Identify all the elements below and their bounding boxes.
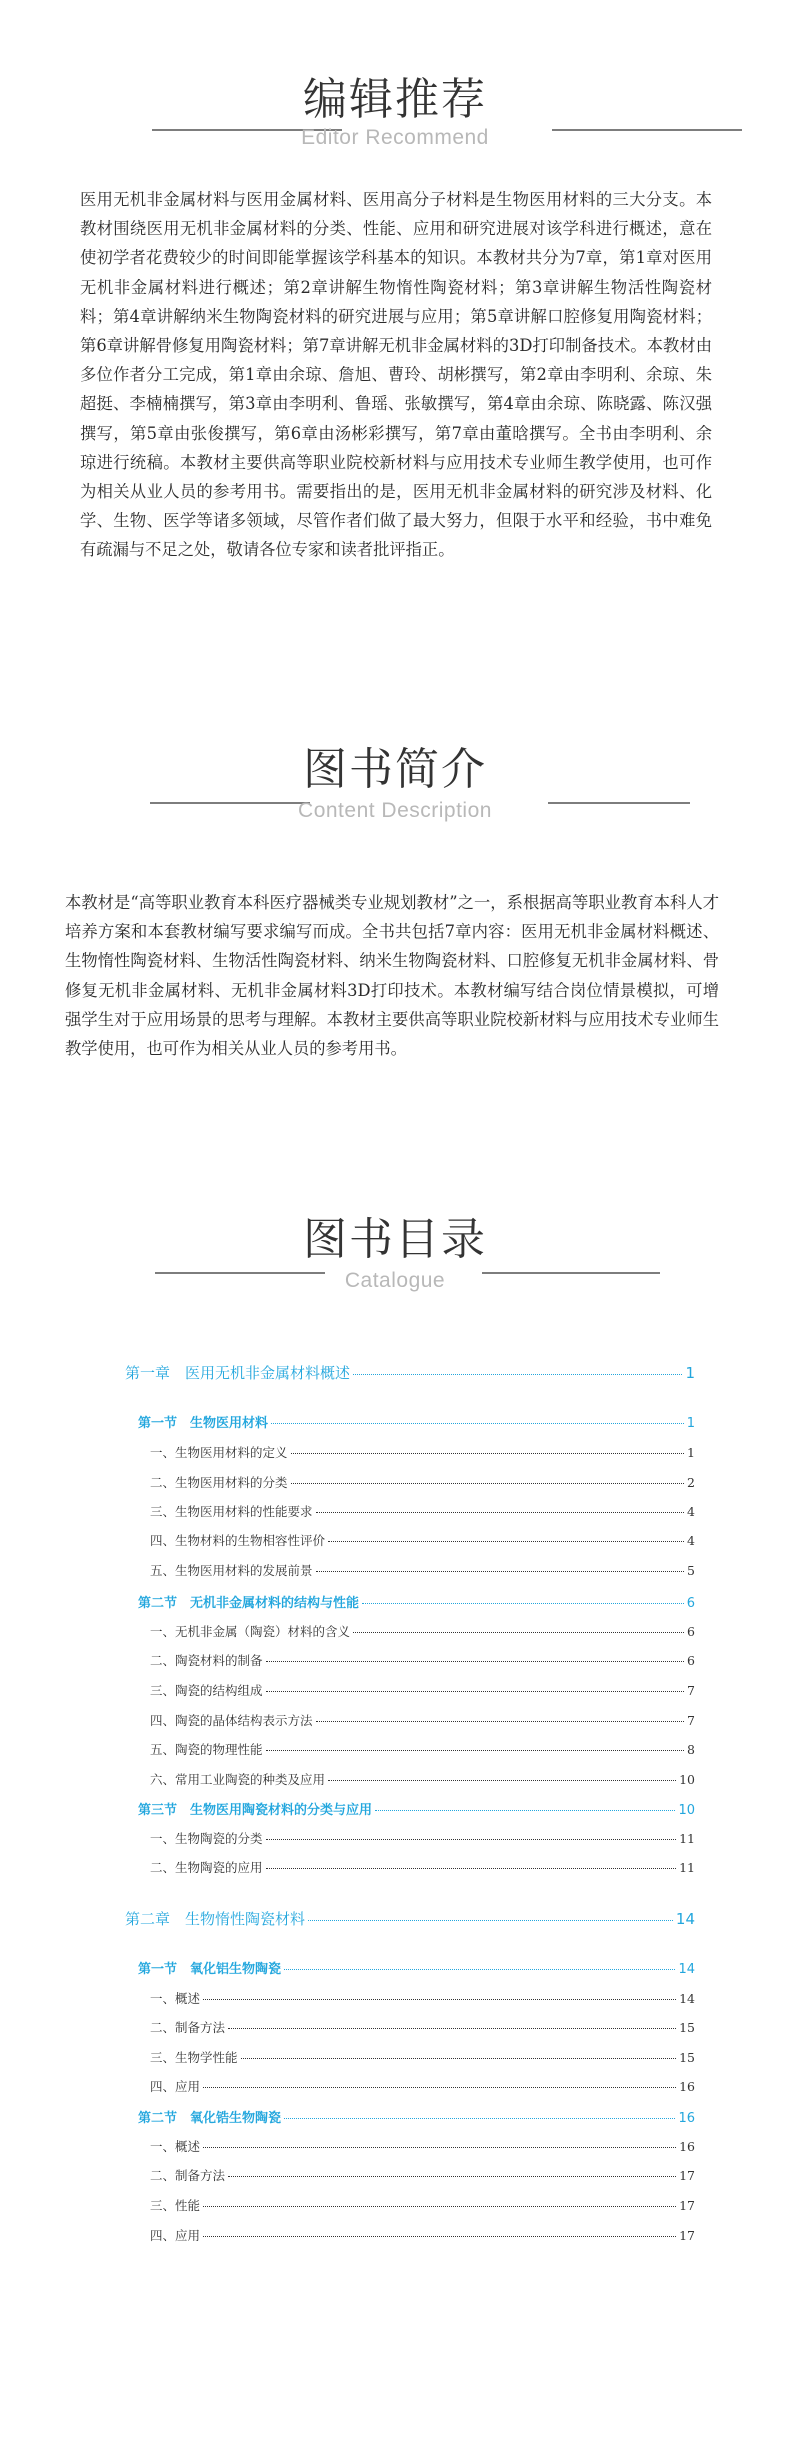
toc-page-number: 4 bbox=[687, 1504, 695, 1519]
toc-page-number: 10 bbox=[678, 1803, 695, 1818]
toc-chapter-row bbox=[125, 1362, 695, 1383]
content-description-text: 本教材是“高等职业教育本科医疗器械类专业规划教材”之一，系根据高等职业教育本科人才培养方案和本套教材编写要求编写而成。全书共包括7章内容：医用无机非金属材料概述、生物惰性陶瓷材料、生物活性陶瓷材料、纳米生物陶瓷材料、口腔修复无机非金属材料、骨修复无机非金属材料、无机非金属材料3D打印技术。本教材编写结合岗位情景模拟，可增强学生对于应用场景的思考与理解。本教材主要供高等职业院校新材料与应用技术专业师生教学使用，也可作为相关从业人员的参考用书。 bbox=[65, 893, 719, 1059]
toc-item-row bbox=[150, 1858, 695, 1876]
editor-recommend-text: 医用无机非金属材料与医用金属材料、医用高分子材料是生物医用材料的三大分支。本教材围绕医用无机非金属材料的分类、性能、应用和研究进展对该学科进行概述，意在使初学者花费较少的时间即能掌握该学科基本的知识。本教材共分为7章，第1章对医用无机非金属材料进行概述；第2章讲解生物惰性陶瓷材料；第3章讲解生物活性陶瓷材料；第4章讲解纳米生物陶瓷材料的研究进展与应用；第5章讲解口腔修复用陶瓷材料；第6章讲解骨修复用陶瓷材料；第7章讲解无机非金属材料的3D打印制备技术。本教材由多位作者分工完成，第1章由余琼、詹旭、曹玲、胡彬撰写，第2章由李明利、余琼、朱超挺、李楠楠撰写，第3章由李明利、鲁瑶、张敏撰写，第4章由余琼、陈晓露、陈汉强撰写，第5章由张俊撰写，第6章由汤彬彩撰写，第7章由董晗撰写。全书由李明利、余琼进行统稿。本教材主要供高等职业院校新材料与应用技术专业师生教学使用，也可作为相关从业人员的参考用书。需要指出的是，医用无机非金属材料的研究涉及材料、化学、生物、医学等诸多领域，尽管作者们做了最大努力，但限于水平和经验，书中难免有疏漏与不足之处，敬请各位专家和读者批评指正。 bbox=[80, 190, 712, 560]
toc-item-row bbox=[150, 1829, 695, 1847]
toc-entry-title: 第二节 氧化锆生物陶瓷 bbox=[138, 2111, 282, 2126]
toc-section-row bbox=[138, 1958, 695, 1977]
toc-item-row bbox=[150, 2077, 695, 2095]
toc-dot-leader bbox=[375, 1810, 675, 1811]
toc-item-row bbox=[150, 1622, 695, 1640]
toc-dot-leader bbox=[316, 1721, 685, 1722]
toc-dot-leader bbox=[271, 1423, 684, 1424]
toc-dot-leader bbox=[266, 1839, 677, 1840]
toc-page-number: 6 bbox=[686, 1596, 695, 1611]
toc-dot-leader bbox=[316, 1571, 685, 1572]
section-subtitle: Catalogue bbox=[344, 1269, 446, 1292]
section-title: 图书简介 bbox=[303, 744, 487, 795]
toc-entry-title: 二、生物陶瓷的应用 bbox=[150, 1860, 263, 1875]
toc-dot-leader bbox=[328, 1541, 684, 1542]
toc-entry-title: 五、陶瓷的物理性能 bbox=[150, 1742, 263, 1757]
toc-item-row bbox=[150, 1989, 695, 2007]
toc-dot-leader bbox=[228, 2028, 676, 2029]
toc-page-number: 10 bbox=[679, 1772, 695, 1787]
toc-chapter-row bbox=[125, 1908, 695, 1929]
toc-page-number: 17 bbox=[679, 2198, 695, 2213]
toc-page-number: 4 bbox=[687, 1533, 695, 1548]
toc-section-row bbox=[138, 1799, 695, 1818]
toc-page-number: 11 bbox=[679, 1831, 695, 1846]
toc-entry-title: 三、生物学性能 bbox=[150, 2050, 238, 2065]
toc-entry-title: 四、生物材料的生物相容性评价 bbox=[150, 1533, 326, 1548]
toc-entry-title: 第一节 生物医用材料 bbox=[138, 1416, 269, 1431]
toc-page-number: 7 bbox=[687, 1713, 695, 1728]
toc-dot-leader bbox=[316, 1512, 685, 1513]
toc-entry-title: 一、生物医用材料的定义 bbox=[150, 1445, 288, 1460]
toc-item-row bbox=[150, 2137, 695, 2155]
toc-page-number: 17 bbox=[679, 2168, 695, 2183]
toc-page-number: 8 bbox=[687, 1742, 695, 1757]
toc-entry-title: 四、应用 bbox=[150, 2228, 201, 2243]
toc-entry-title: 第二章 生物惰性陶瓷材料 bbox=[125, 1910, 306, 1928]
toc-item-row bbox=[150, 1740, 695, 1758]
section-title: 编辑推荐 bbox=[303, 74, 487, 125]
toc-section-row bbox=[138, 1412, 695, 1431]
toc-item-row bbox=[150, 1561, 695, 1579]
toc-dot-leader bbox=[266, 1661, 685, 1662]
toc-entry-title: 四、陶瓷的晶体结构表示方法 bbox=[150, 1713, 313, 1728]
toc-entry-title: 一、生物陶瓷的分类 bbox=[150, 1831, 263, 1846]
toc-section-row bbox=[138, 2107, 695, 2126]
toc-dot-leader bbox=[266, 1691, 685, 1692]
toc-dot-leader bbox=[266, 1868, 677, 1869]
toc-item-row bbox=[150, 1473, 695, 1491]
toc-dot-leader bbox=[228, 2176, 676, 2177]
toc-entry-title: 二、生物医用材料的分类 bbox=[150, 1475, 288, 1490]
toc-dot-leader bbox=[203, 1999, 676, 2000]
toc-item-row bbox=[150, 1651, 695, 1669]
toc-entry-title: 第二节 无机非金属材料的结构与性能 bbox=[138, 1596, 360, 1611]
toc-item-row bbox=[150, 2166, 695, 2184]
toc-page-number: 16 bbox=[679, 2139, 695, 2154]
toc-dot-leader bbox=[284, 1969, 675, 1970]
toc-page-number: 17 bbox=[679, 2228, 695, 2243]
toc-entry-title: 二、制备方法 bbox=[150, 2020, 226, 2035]
toc-page-number: 16 bbox=[678, 2111, 695, 2126]
toc-page-number: 1 bbox=[685, 1364, 695, 1382]
toc-page-number: 2 bbox=[687, 1475, 695, 1490]
toc-dot-leader bbox=[203, 2236, 676, 2237]
toc-dot-leader bbox=[353, 1374, 682, 1375]
toc-entry-title: 五、生物医用材料的发展前景 bbox=[150, 1563, 313, 1578]
section-title: 图书目录 bbox=[303, 1214, 487, 1265]
toc-dot-leader bbox=[284, 2118, 675, 2119]
toc-page-number: 1 bbox=[687, 1445, 695, 1460]
toc-page-number: 15 bbox=[679, 2020, 695, 2035]
toc-page-number: 14 bbox=[675, 1910, 695, 1928]
toc-dot-leader bbox=[203, 2206, 676, 2207]
toc-page-number: 16 bbox=[679, 2079, 695, 2094]
toc-item-row bbox=[150, 1502, 695, 1520]
toc-dot-leader bbox=[291, 1453, 685, 1454]
toc-item-row bbox=[150, 2196, 695, 2214]
toc-page-number: 6 bbox=[687, 1624, 695, 1639]
toc-page-number: 15 bbox=[679, 2050, 695, 2065]
toc-page-number: 1 bbox=[686, 1416, 695, 1431]
toc-item-row bbox=[150, 1681, 695, 1699]
toc-entry-title: 三、性能 bbox=[150, 2198, 201, 2213]
toc-entry-title: 一、概述 bbox=[150, 1991, 201, 2006]
toc-item-row bbox=[150, 1443, 695, 1461]
toc-dot-leader bbox=[203, 2147, 676, 2148]
toc-item-row bbox=[150, 2018, 695, 2036]
toc-dot-leader bbox=[266, 1750, 685, 1751]
section-subtitle: Editor Recommend bbox=[301, 126, 489, 149]
toc-entry-title: 第一章 医用无机非金属材料概述 bbox=[125, 1364, 351, 1382]
toc-entry-title: 第三节 生物医用陶瓷材料的分类与应用 bbox=[138, 1803, 373, 1818]
toc-dot-leader bbox=[203, 2087, 676, 2088]
toc-dot-leader bbox=[362, 1603, 684, 1604]
toc-item-row bbox=[150, 1531, 695, 1549]
toc-dot-leader bbox=[308, 1920, 673, 1921]
toc-page-number: 14 bbox=[678, 1962, 695, 1977]
toc-item-row bbox=[150, 1770, 695, 1788]
toc-entry-title: 第一节 氧化铝生物陶瓷 bbox=[138, 1962, 282, 1977]
toc-entry-title: 六、常用工业陶瓷的种类及应用 bbox=[150, 1772, 326, 1787]
toc-dot-leader bbox=[328, 1780, 676, 1781]
toc-page-number: 7 bbox=[687, 1683, 695, 1698]
toc-entry-title: 三、生物医用材料的性能要求 bbox=[150, 1504, 313, 1519]
toc-dot-leader bbox=[241, 2058, 677, 2059]
toc-item-row bbox=[150, 1711, 695, 1729]
toc-page-number: 5 bbox=[687, 1563, 695, 1578]
toc-dot-leader bbox=[353, 1632, 684, 1633]
toc-entry-title: 一、概述 bbox=[150, 2139, 201, 2154]
toc-entry-title: 一、无机非金属（陶瓷）材料的含义 bbox=[150, 1624, 351, 1639]
toc-entry-title: 二、制备方法 bbox=[150, 2168, 226, 2183]
toc-item-row bbox=[150, 2226, 695, 2244]
toc-item-row bbox=[150, 2048, 695, 2066]
toc-entry-title: 四、应用 bbox=[150, 2079, 201, 2094]
toc-page-number: 11 bbox=[679, 1860, 695, 1875]
toc-page-number: 6 bbox=[687, 1653, 695, 1668]
toc-page-number: 14 bbox=[679, 1991, 695, 2006]
section-subtitle: Content Description bbox=[298, 799, 492, 822]
toc-entry-title: 二、陶瓷材料的制备 bbox=[150, 1653, 263, 1668]
toc-dot-leader bbox=[291, 1483, 685, 1484]
toc-entry-title: 三、陶瓷的结构组成 bbox=[150, 1683, 263, 1698]
toc-section-row bbox=[138, 1592, 695, 1611]
